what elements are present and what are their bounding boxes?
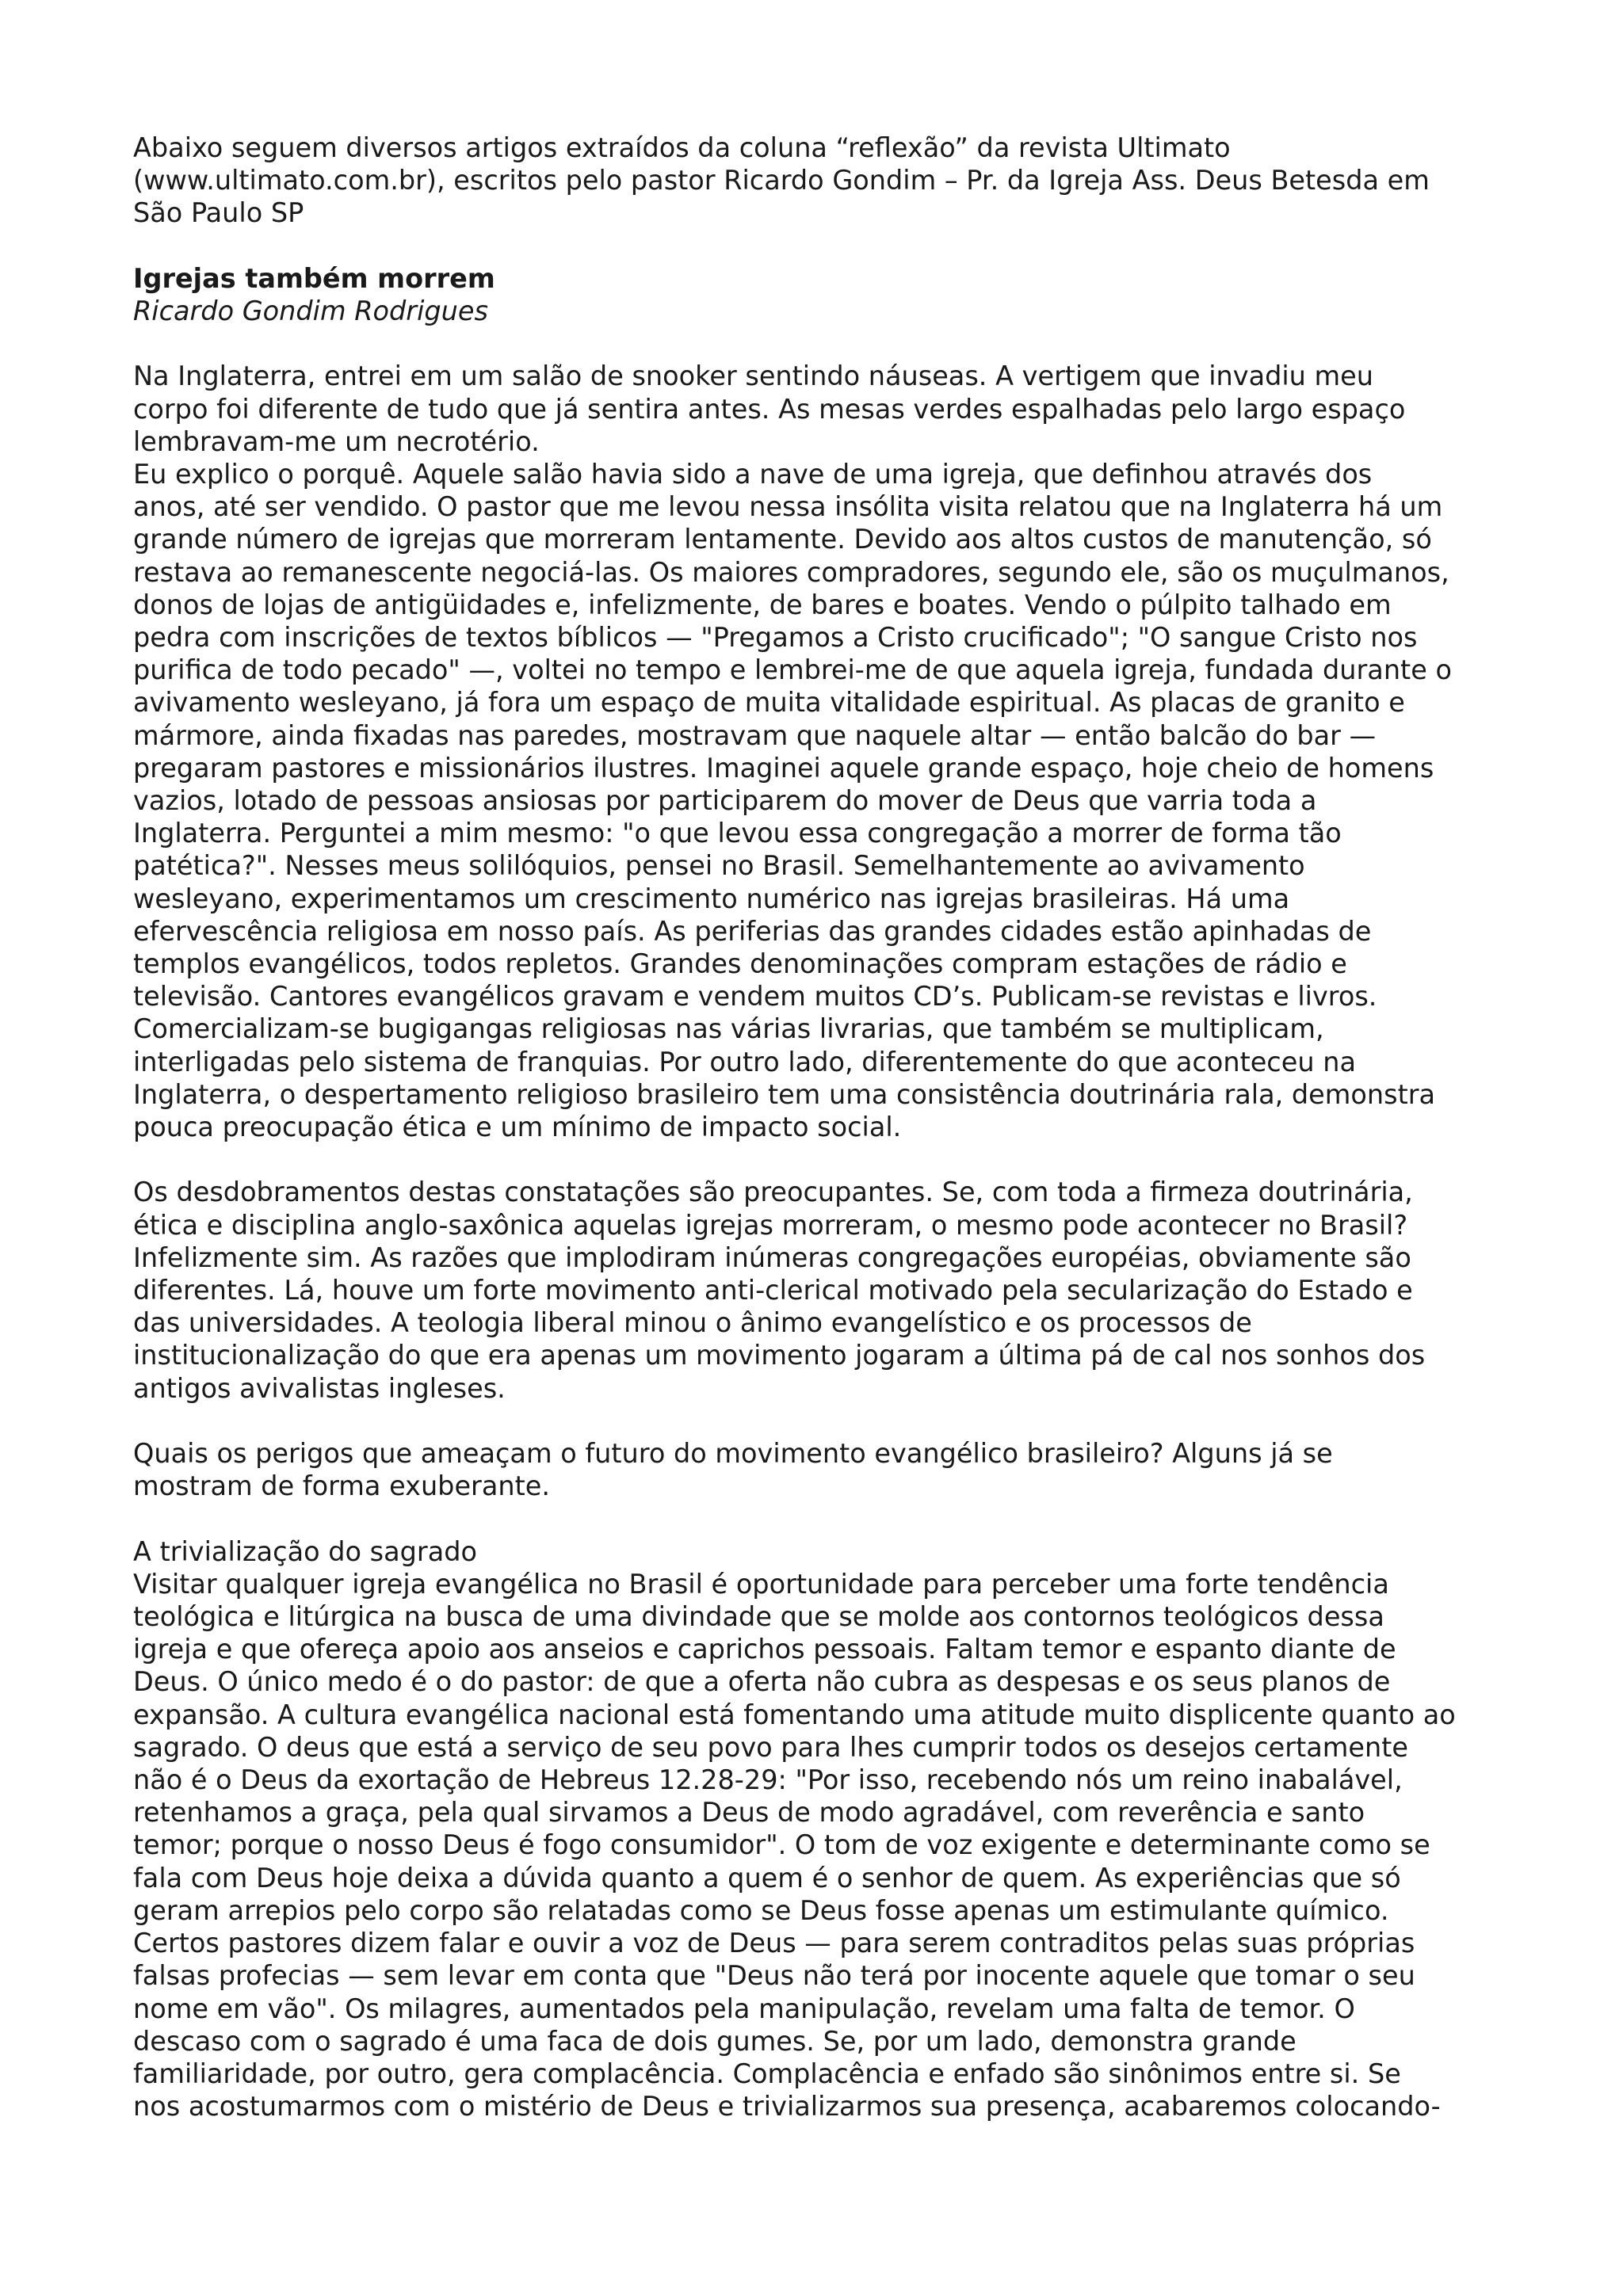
section-heading: A trivialização do sagrado [133,1535,477,1567]
spacer [133,1502,1504,1535]
body-paragraph: Eu explico o porquê. Aquele salão havia sido a nave de uma igreja, que definhou através dos anos, até ser vendido. O pastor que me levou nessa insólita visita relatou que na Inglaterra há um grande número de igrejas que morreram lentamente. Devido aos altos custos de manutenção, só restava ao remanescente negociá-las. Os maiores compradores, segundo ele, são os muçulmanos, donos de lojas de antigüidades e, infelizmente, de bares e boates. Vendo o púlpito talhado em pedra com inscrições de textos bíblicos — "Pregamos a Cristo crucificado"; "O sangue Cristo nos purifica de todo pecado" —, voltei no tempo e lembrei-me de que aquela igreja, fundada durante o avivamento wesleyano, já fora um espaço de muita vitalidade espiritual. As placas de granito e mármore, ainda fixadas nas paredes, mostravam que naquele altar — então balcão do bar — pregaram pastores e missionários ilustres. Imaginei aquele grande espaço, hoje cheio de homens vazios, lotado de pessoas ansiosas por participarem do mover de Deus que varria toda a Inglaterra. Perguntei a mim mesmo: "o que levou essa congregação a morrer de forma tão patética?". Nesses meus solilóquios, pensei no Brasil. Semelhantemente ao avivamento wesleyano, experimentamos um crescimento numérico nas igrejas brasileiras. Há uma efervescência religiosa em nosso país. As periferias das grandes cidades estão apinhadas de templos evangélicos, todos repletos. Grandes denominações compram estações de rádio e televisão. Cantores evangélicos gravam e vendem muitos CD’s. Publicam-se revistas e livros. Comercializam-se bugigangas religiosas nas várias livrarias, que também se multiplicam, interligadas pelo sistema de franquias. Por outro lado, diferentemente do que aconteceu na Inglaterra, o despertamento religioso brasileiro tem uma consistência doutrinária rala, demonstra pouca preocupação ética e um mínimo de impacto social. [133,459,1452,1143]
spacer [133,1143,1504,1176]
article-author: Ricardo Gondim Rodrigues [133,296,488,326]
body-paragraph: Na Inglaterra, entrei em um salão de snooker sentindo náuseas. A vertigem que invadiu meu corpo foi diferente de tudo que já sentira antes. As mesas verdes espalhadas pelo largo espaço lembravam-me um necrotério. [133,360,1406,457]
body-paragraph: Os desdobramentos destas constatações são preocupantes. Se, com toda a firmeza doutrinária, ética e disciplina anglo-saxônica aquelas igrejas morreram, o mesmo pode acontecer no Brasil? Infelizmente sim. As razões que implodiram inúmeras congregações européias, obviamente são diferentes. Lá, houve um forte movimento anti-clerical motivado pela secularização do Estado e das universidades. A teologia liberal minou o ânimo evangelístico e os processos de institucionalização do que era apenas um movimento jogaram a última pá de cal nos sonhos dos antigos avivalistas ingleses. [133,1177,1426,1404]
intro-paragraph: Abaixo seguem diversos artigos extraídos da coluna “reflexão” da revista Ultimato (www.ultimato.com.br), escritos pelo pastor Ricardo Gondim – Pr. da Igreja Ass. Deus Betesda em São Paulo SP [133,132,1430,229]
document-page [133,132,1504,2122]
spacer [133,327,1504,360]
body-paragraph: Quais os perigos que ameaçam o futuro do movimento evangélico brasileiro? Alguns já se mostram de forma exuberante. [133,1438,1333,1502]
section-paragraph: Visitar qualquer igreja evangélica no Brasil é oportunidade para perceber uma forte tendência teológica e litúrgica na busca de uma divindade que se molde aos contornos teológicos dessa igreja e que ofereça apoio aos anseios e caprichos pessoais. Faltam temor e espanto diante de Deus. O único medo é o do pastor: de que a oferta não cubra as despesas e os seus planos de expansão. A cultura evangélica nacional está fomentando uma atitude muito displicente quanto ao sagrado. O deus que está a serviço de seu povo para lhes cumprir todos os desejos certamente não é o Deus da exortação de Hebreus 12.28-29: "Por isso, recebendo nós um reino inabalável, retenhamos a graça, pela qual sirvamos a Deus de modo agradável, com reverência e santo temor; porque o nosso Deus é fogo consumidor". O tom de voz exigente e determinante como se fala com Deus hoje deixa a dúvida quanto a quem é o senhor de quem. As experiências que só geram arrepios pelo corpo são relatadas como se Deus fosse apenas um estimulante químico. Certos pastores dizem falar e ouvir a voz de Deus — para serem contraditos pelas suas próprias falsas profecias — sem levar em conta que "Deus não terá por inocente aquele que tomar o seu nome em vão". Os milagres, aumentados pela manipulação, revelam uma falta de temor. O descaso com o sagrado é uma faca de dois gumes. Se, por um lado, demonstra grande familiaridade, por outro, gera complacência. Complacência e enfado são sinônimos entre si. Se nos acostumarmos com o mistério de Deus e trivializarmos sua presença, acabaremos colocando- [133,1568,1456,2122]
spacer [133,230,1504,262]
article-title: Igrejas também morrem [133,262,495,294]
spacer [133,1405,1504,1437]
